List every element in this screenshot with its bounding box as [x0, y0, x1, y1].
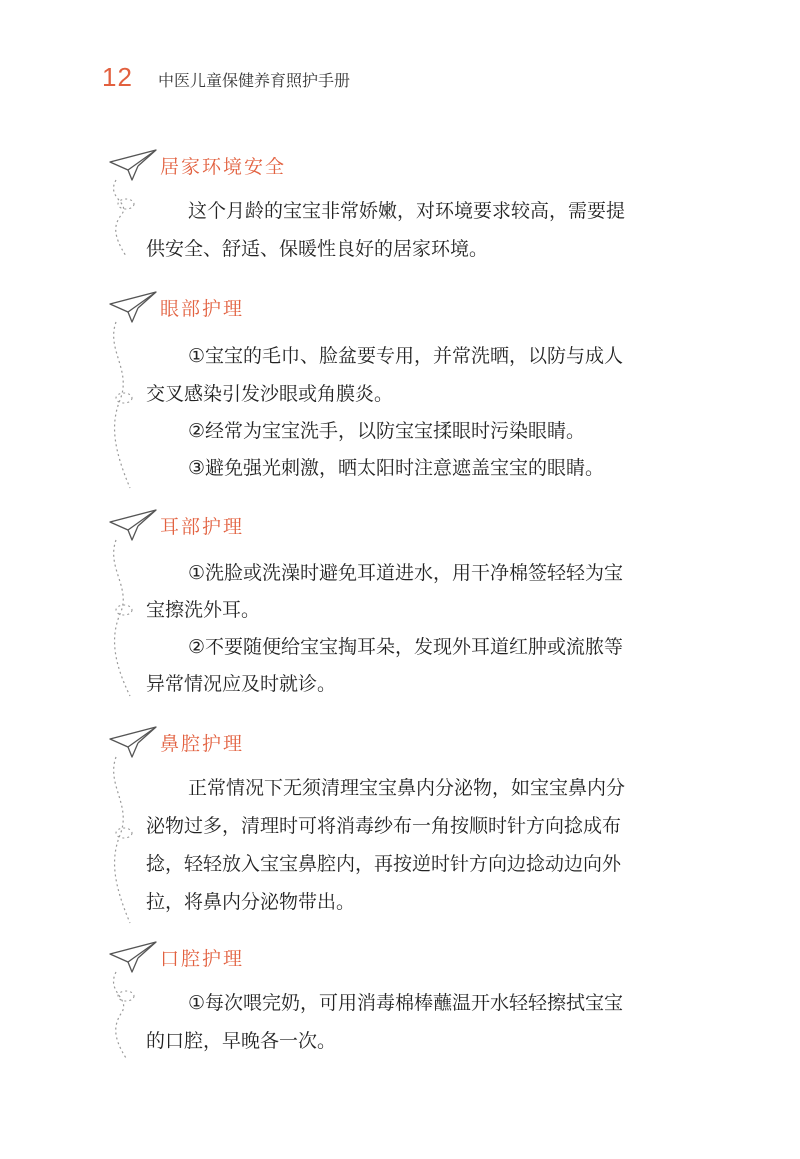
- section-heading: [100, 940, 700, 974]
- paragraph-line: 的口腔，早晚各一次。: [146, 1030, 337, 1052]
- paragraph-line: ①洗脸或洗澡时避免耳道进水，用干净棉签轻轻为宝: [188, 562, 624, 584]
- dotted-trail-decoration: [102, 320, 142, 490]
- paragraph-line: ①每次喂完奶，可用消毒棉棒蘸温开水轻轻擦拭宝宝: [188, 992, 624, 1014]
- paper-plane-icon: [108, 725, 158, 759]
- paragraph-line: ②经常为宝宝洗手，以防宝宝揉眼时污染眼睛。: [188, 420, 586, 442]
- section-title: 眼部护理: [160, 298, 245, 320]
- section-heading: [100, 508, 700, 542]
- paragraph-line: 正常情况下无须清理宝宝鼻内分泌物，如宝宝鼻内分: [188, 777, 626, 799]
- paragraph-line: 泌物过多，清理时可将消毒纱布一角按顺时针方向捻成布: [146, 815, 622, 837]
- paragraph-line: ③避免强光刺激，晒太阳时注意遮盖宝宝的眼睛。: [188, 457, 605, 479]
- paragraph-line: ②不要随便给宝宝掏耳朵，发现外耳道红肿或流脓等: [188, 636, 624, 658]
- section-title: 口腔护理: [160, 948, 245, 970]
- page-number: 12: [102, 62, 133, 92]
- paragraph-line: 宝擦洗外耳。: [146, 599, 261, 621]
- dotted-trail-decoration: [102, 178, 142, 258]
- paper-plane-icon: [108, 940, 158, 974]
- section-heading: [100, 148, 700, 182]
- dotted-trail-decoration: [102, 755, 142, 925]
- paragraph-line: 这个月龄的宝宝非常娇嫩，对环境要求较高，需要提: [188, 200, 626, 222]
- section-title: 鼻腔护理: [160, 733, 245, 755]
- book-title: 中医儿童保健养育照护手册: [158, 71, 351, 90]
- paragraph-line: 交叉感染引发沙眼或角膜炎。: [146, 383, 394, 405]
- paragraph-line: 供安全、舒适、保暖性良好的居家环境。: [146, 238, 489, 260]
- dotted-trail-decoration: [102, 538, 142, 698]
- paragraph-line: 异常情况应及时就诊。: [146, 673, 337, 695]
- section-title: 耳部护理: [160, 516, 245, 538]
- paper-plane-icon: [108, 148, 158, 182]
- section-heading: [100, 290, 700, 324]
- paper-plane-icon: [108, 508, 158, 542]
- section-title: 居家环境安全: [160, 156, 287, 178]
- dotted-trail-decoration: [102, 970, 142, 1060]
- paragraph-line: ①宝宝的毛巾、脸盆要专用，并常洗晒，以防与成人: [188, 345, 624, 367]
- paper-plane-icon: [108, 290, 158, 324]
- paragraph-line: 捻，轻轻放入宝宝鼻腔内，再按逆时针方向边捻动边向外: [146, 853, 622, 875]
- section-heading: [100, 725, 700, 759]
- paragraph-line: 拉，将鼻内分泌物带出。: [146, 891, 356, 913]
